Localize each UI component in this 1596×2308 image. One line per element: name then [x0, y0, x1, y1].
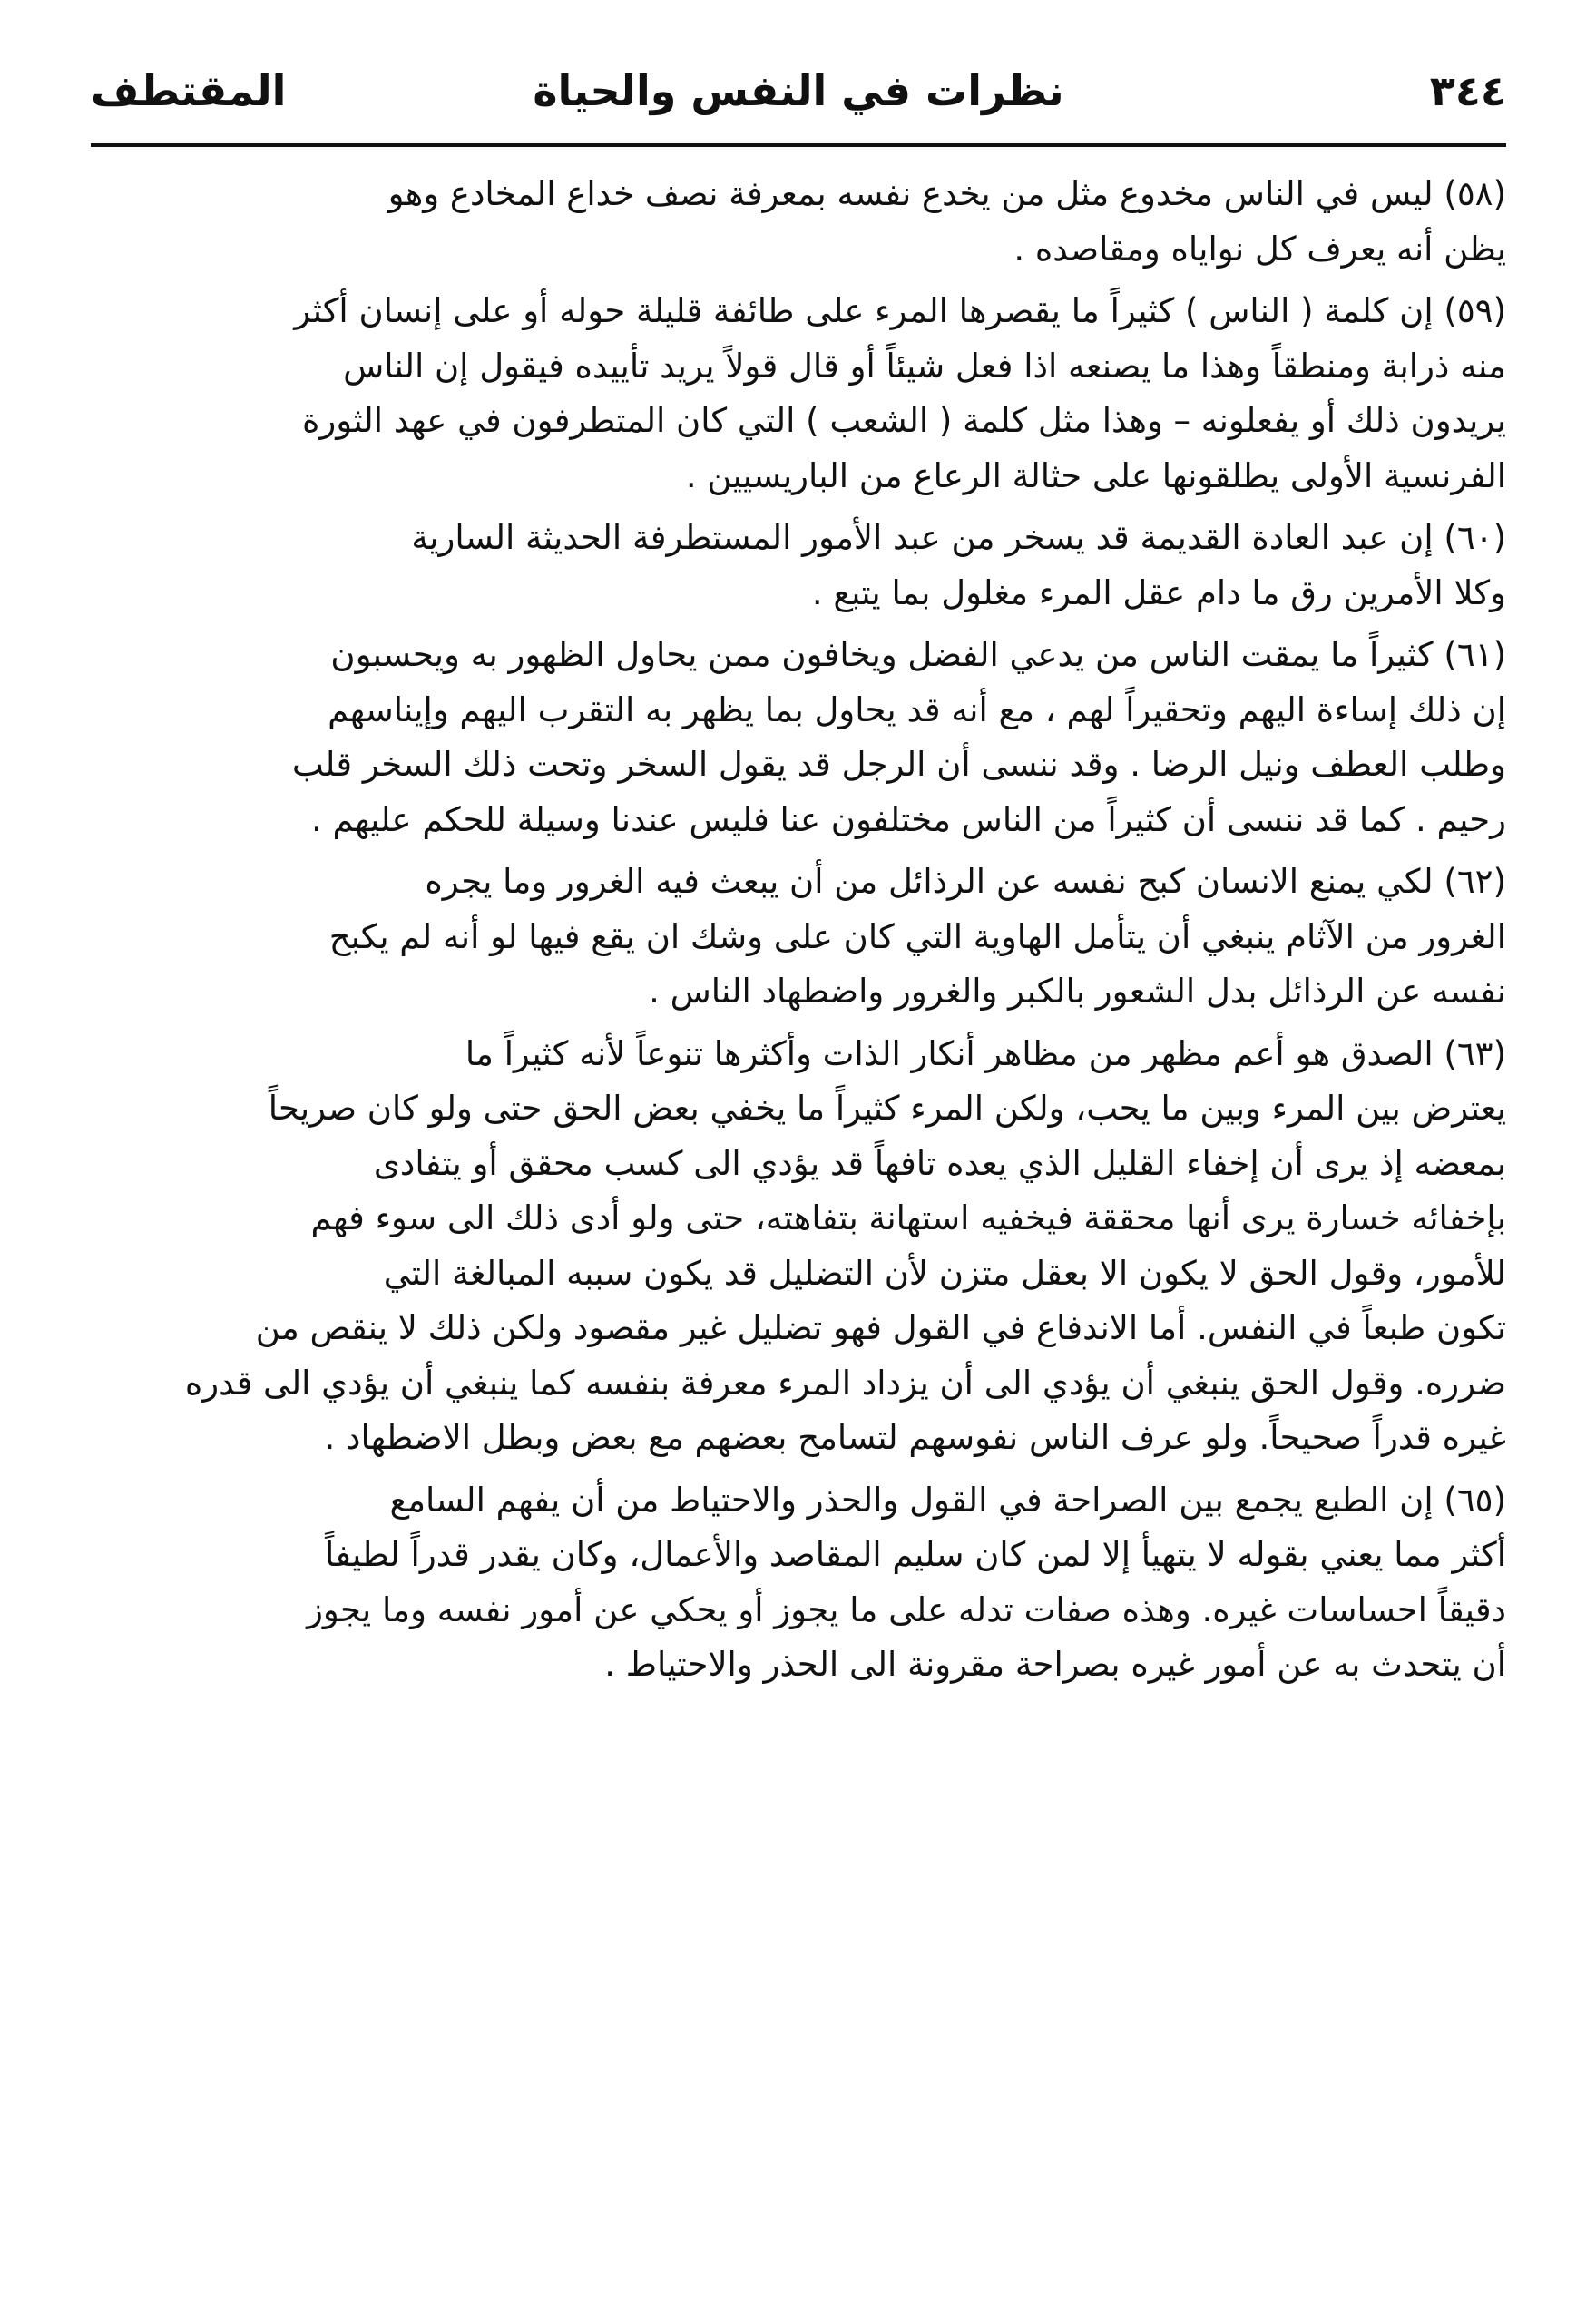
paragraph-58 [91, 167, 1506, 277]
text-line: يريدون ذلك أو يفعلونه – وهذا مثل كلمة ( الشعب ) التي كان المتطرفون في عهد الثورة [301, 401, 1506, 440]
text-line: يظن أنه يعرف كل نواياه ومقاصده . [1013, 229, 1506, 269]
text-line: (٦٣) الصدق هو أعم مظهر من مظاهر أنكار الذات وأكثرها تنوعاً لأنه كثيراً ما [465, 1033, 1506, 1073]
text-line: تكون طبعاً في النفس. أما الاندفاع في القول فهو تضليل غير مقصود ولكن ذلك لا ينقص من [255, 1308, 1506, 1347]
paragraph-65 [91, 1473, 1506, 1693]
text-line: وطلب العطف ونيل الرضا . وقد ننسى أن الرجل قد يقول السخر وتحت ذلك السخر قلب [291, 745, 1506, 784]
text-line: بمعضه إذ يرى أن إخفاء القليل الذي يعده تافهاً قد يؤدي الى كسب محقق أو يتفادى [373, 1143, 1506, 1183]
text-line: (٦٥) إن الطبع يجمع بين الصراحة في القول والحذر والاحتياط من أن يفهم السامع [389, 1480, 1506, 1520]
text-line: الفرنسية الأولى يطلقونها على حثالة الرعاع من الباريسيين . [685, 455, 1506, 495]
text-line: وكلا الأمرين رق ما دام عقل المرء مغلول بما يتبع . [811, 572, 1506, 612]
paragraph-61 [91, 628, 1506, 847]
text-line: دقيقاً احساسات غيره. وهذه صفات تدله على ما يجوز أو يحكي عن أمور نفسه وما يجوز [307, 1589, 1506, 1629]
text-line: أن يتحدث به عن أمور غيره بصراحة مقرونة الى الحذر والاحتياط . [604, 1645, 1506, 1684]
paragraph-60 [91, 511, 1506, 621]
text-line: نفسه عن الرذائل بدل الشعور بالكبر والغرور واضطهاد الناس . [649, 972, 1506, 1011]
text-line: رحيم . كما قد ننسى أن كثيراً من الناس مختلفون عنا فليس عندنا وسيلة للحكم عليهم . [310, 799, 1506, 839]
text-line: (٥٩) إن كلمة ( الناس ) كثيراً ما يقصرها المرء على طائفة قليلة حوله أو على إنسان أكثر [294, 291, 1506, 330]
journal-name: المقتطف [91, 66, 287, 115]
page-header [91, 54, 1506, 127]
page-number: ٣٤٤ [1429, 66, 1506, 115]
text-line: (٦١) كثيراً ما يمقت الناس من يدعي الفضل ويخافون ممن يحاول الظهور به ويحسبون [330, 635, 1506, 674]
paragraph-63 [91, 1027, 1506, 1466]
text-line: منه ذرابة ومنطقاً وهذا ما يصنعه اذا فعل شيئاً أو قال قولاً يريد تأييده فيقول إن الناس [343, 346, 1506, 386]
article-body [91, 167, 1506, 1693]
text-line: ضرره. وقول الحق ينبغي أن يؤدي الى أن يزداد المرء معرفة بنفسه كما ينبغي أن يؤدي الى قدره [184, 1363, 1506, 1403]
text-line: بإخفائه خسارة يرى أنها محققة فيخفيه استهانة بتفاهته، حتى ولو أدى ذلك الى سوء فهم [310, 1198, 1506, 1237]
text-line: أكثر مما يعني بقوله لا يتهيأ إلا لمن كان سليم المقاصد والأعمال، وكان يقدر قدراً لطيفاً [325, 1535, 1506, 1574]
document-page [91, 54, 1506, 2268]
text-line: غيره قدراً صحيحاً. ولو عرف الناس نفوسهم لتسامح بعضهم مع بعض وبطل الاضطهاد . [324, 1418, 1506, 1457]
text-line: للأمور، وقول الحق لا يكون الا بعقل متزن لأن التضليل قد يكون سببه المبالغة التي [383, 1253, 1506, 1293]
header-rule [91, 143, 1506, 147]
paragraph-62 [91, 855, 1506, 1020]
text-line: الغرور من الآثام ينبغي أن يتأمل الهاوية التي كان على وشك ان يقع فيها لو أنه لم يكبح [328, 916, 1506, 956]
running-title: نظرات في النفس والحياة [533, 66, 1064, 115]
text-line: (٥٨) ليس في الناس مخدوع مثل من يخدع نفسه بمعرفة نصف خداع المخادع وهو [387, 174, 1506, 213]
text-line: يعترض بين المرء وبين ما يحب، ولكن المرء كثيراً ما يخفي بعض الحق حتى ولو كان صريحاً [268, 1089, 1506, 1128]
text-line: (٦٢) لكي يمنع الانسان كبح نفسه عن الرذائل من أن يبعث فيه الغرور وما يجره [425, 862, 1506, 901]
text-line: إن ذلك إساءة اليهم وتحقيراً لهم ، مع أنه قد يحاول بما يظهر به التقرب اليهم وإيناسهم [328, 689, 1506, 729]
text-line: (٦٠) إن عبد العادة القديمة قد يسخر من عبد الأمور المستطرفة الحديثة السارية [411, 518, 1506, 557]
paragraph-59 [91, 284, 1506, 504]
